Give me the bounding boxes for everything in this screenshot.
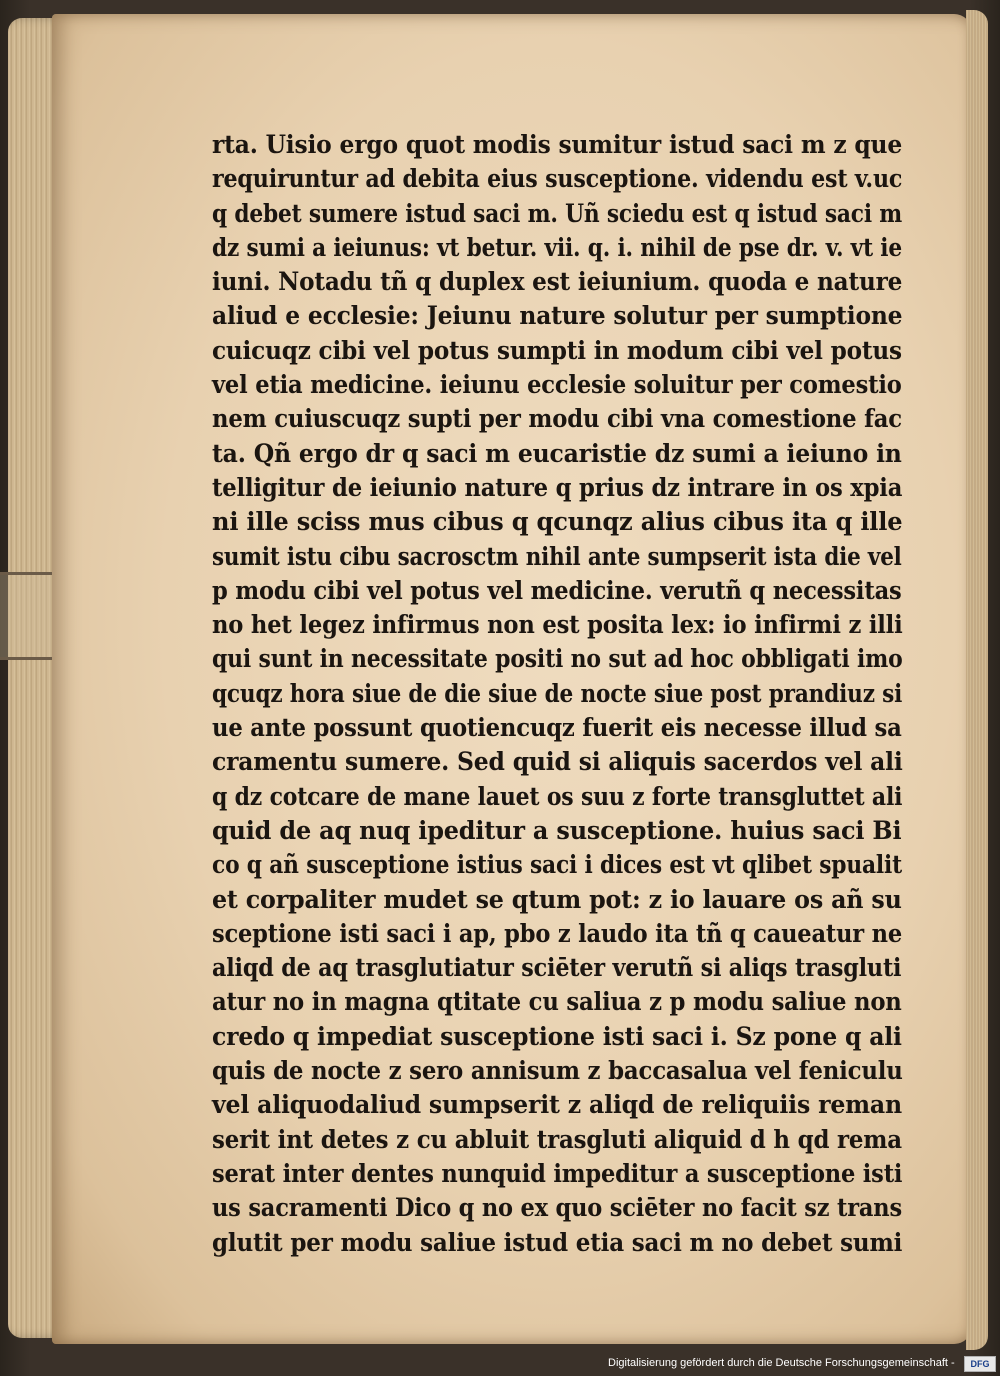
text-line: serat inter dentes nunquid impeditur a susceptione isti: [212, 1158, 903, 1188]
text-line: requiruntur ad debita eius susceptione. videndu est v.uc: [212, 164, 903, 194]
dfg-logo: DFG: [964, 1356, 996, 1372]
digitization-credit: Digitalisierung gefördert durch die Deutsche Forschungsgemeinschaft -: [608, 1357, 955, 1369]
text-block: [212, 128, 912, 1260]
text-line: serit int detes z cu abluit trasgluti aliquid d h qd rema: [212, 1124, 902, 1154]
page-right-edge: [966, 10, 988, 1350]
text-line: q dz cotcare de mane lauet os suu z forte transgluttet ali: [212, 781, 903, 811]
text-line: aliqd de aq trasglutiatur sciēter verutñ si aliqs trasgluti: [212, 953, 902, 983]
text-line: et corpaliter mudet se qtum pot: z io lauare os añ su: [212, 884, 902, 914]
text-line: iuni. Notadu tñ q duplex est ieiunium. quoda e nature: [212, 267, 903, 297]
text-line: us sacramenti Dico q no ex quo sciēter no facit sz trans: [212, 1193, 902, 1223]
text-line: aliud e ecclesie: Jeiunu nature solutur per sumptione: [212, 301, 903, 331]
text-line: quis de nocte z sero annisum z baccasalua vel feniculu: [212, 1056, 903, 1086]
text-line: telligitur de ieiunio nature q prius dz intrare in os xpia: [212, 472, 903, 502]
text-line: no het legez infirmus non est posita lex: io infirmi z illi: [212, 610, 903, 640]
text-line: cramentu sumere. Sed quid si aliquis sacerdos vel ali: [212, 747, 903, 777]
text-line: ta. Qñ ergo dr q saci m eucaristie dz sumi a ieiuno in: [212, 438, 902, 468]
text-line: vel etia medicine. ieiunu ecclesie soluitur per comestio: [212, 370, 902, 400]
text-line: sumit istu cibu sacrosctm nihil ante sumpserit ista die vel: [212, 541, 902, 571]
text-line: quid de aq nuq ipeditur a susceptione. huius saci Bi: [212, 815, 902, 845]
text-line: sceptione isti saci i ap, pbo z laudo ita tñ q caueatur ne: [212, 918, 902, 948]
text-line: p modu cibi vel potus vel medicine. verutñ q necessitas: [212, 575, 902, 605]
text-line: q debet sumere istud saci m. Uñ sciedu est q istud saci m: [212, 198, 903, 228]
text-line: dz sumi a ieiunus: vt betur. vii. q. i. nihil de pse dr. v. vt ie: [212, 232, 902, 262]
text-line: ni ille sciss mus cibus q qcunqz alius cibus ita q ille: [212, 507, 903, 537]
text-line: nem cuiuscuqz supti per modu cibi vna comestione fac: [212, 404, 902, 434]
text-line: vel aliquodaliud sumpserit z aliqd de reliquiis reman: [212, 1090, 903, 1120]
text-line: rta. Uisio ergo quot modis sumitur istud saci m z que: [212, 130, 903, 159]
text-line: co q añ susceptione istius saci i dices est vt qlibet spualit: [212, 850, 902, 880]
text-line: atur no in magna qtitate cu saliua z p modu saliue non: [212, 987, 902, 1017]
text-line: ue ante possunt quotiencuqz fuerit eis necesse illud sa: [212, 713, 902, 743]
text-line: qcuqz hora siue de die siue de nocte siue post prandiuz si: [212, 678, 903, 708]
text-line: credo q impediat susceptione isti saci i. Sz pone q ali: [212, 1021, 902, 1051]
text-line: glutit per modu saliue istud etia saci m no debet sumi: [212, 1227, 903, 1257]
text-line: cuicuqz cibi vel potus sumpti in modum cibi vel potus: [212, 335, 902, 365]
text-line: qui sunt in necessitate positi no sut ad hoc obbligati imo: [212, 644, 903, 674]
